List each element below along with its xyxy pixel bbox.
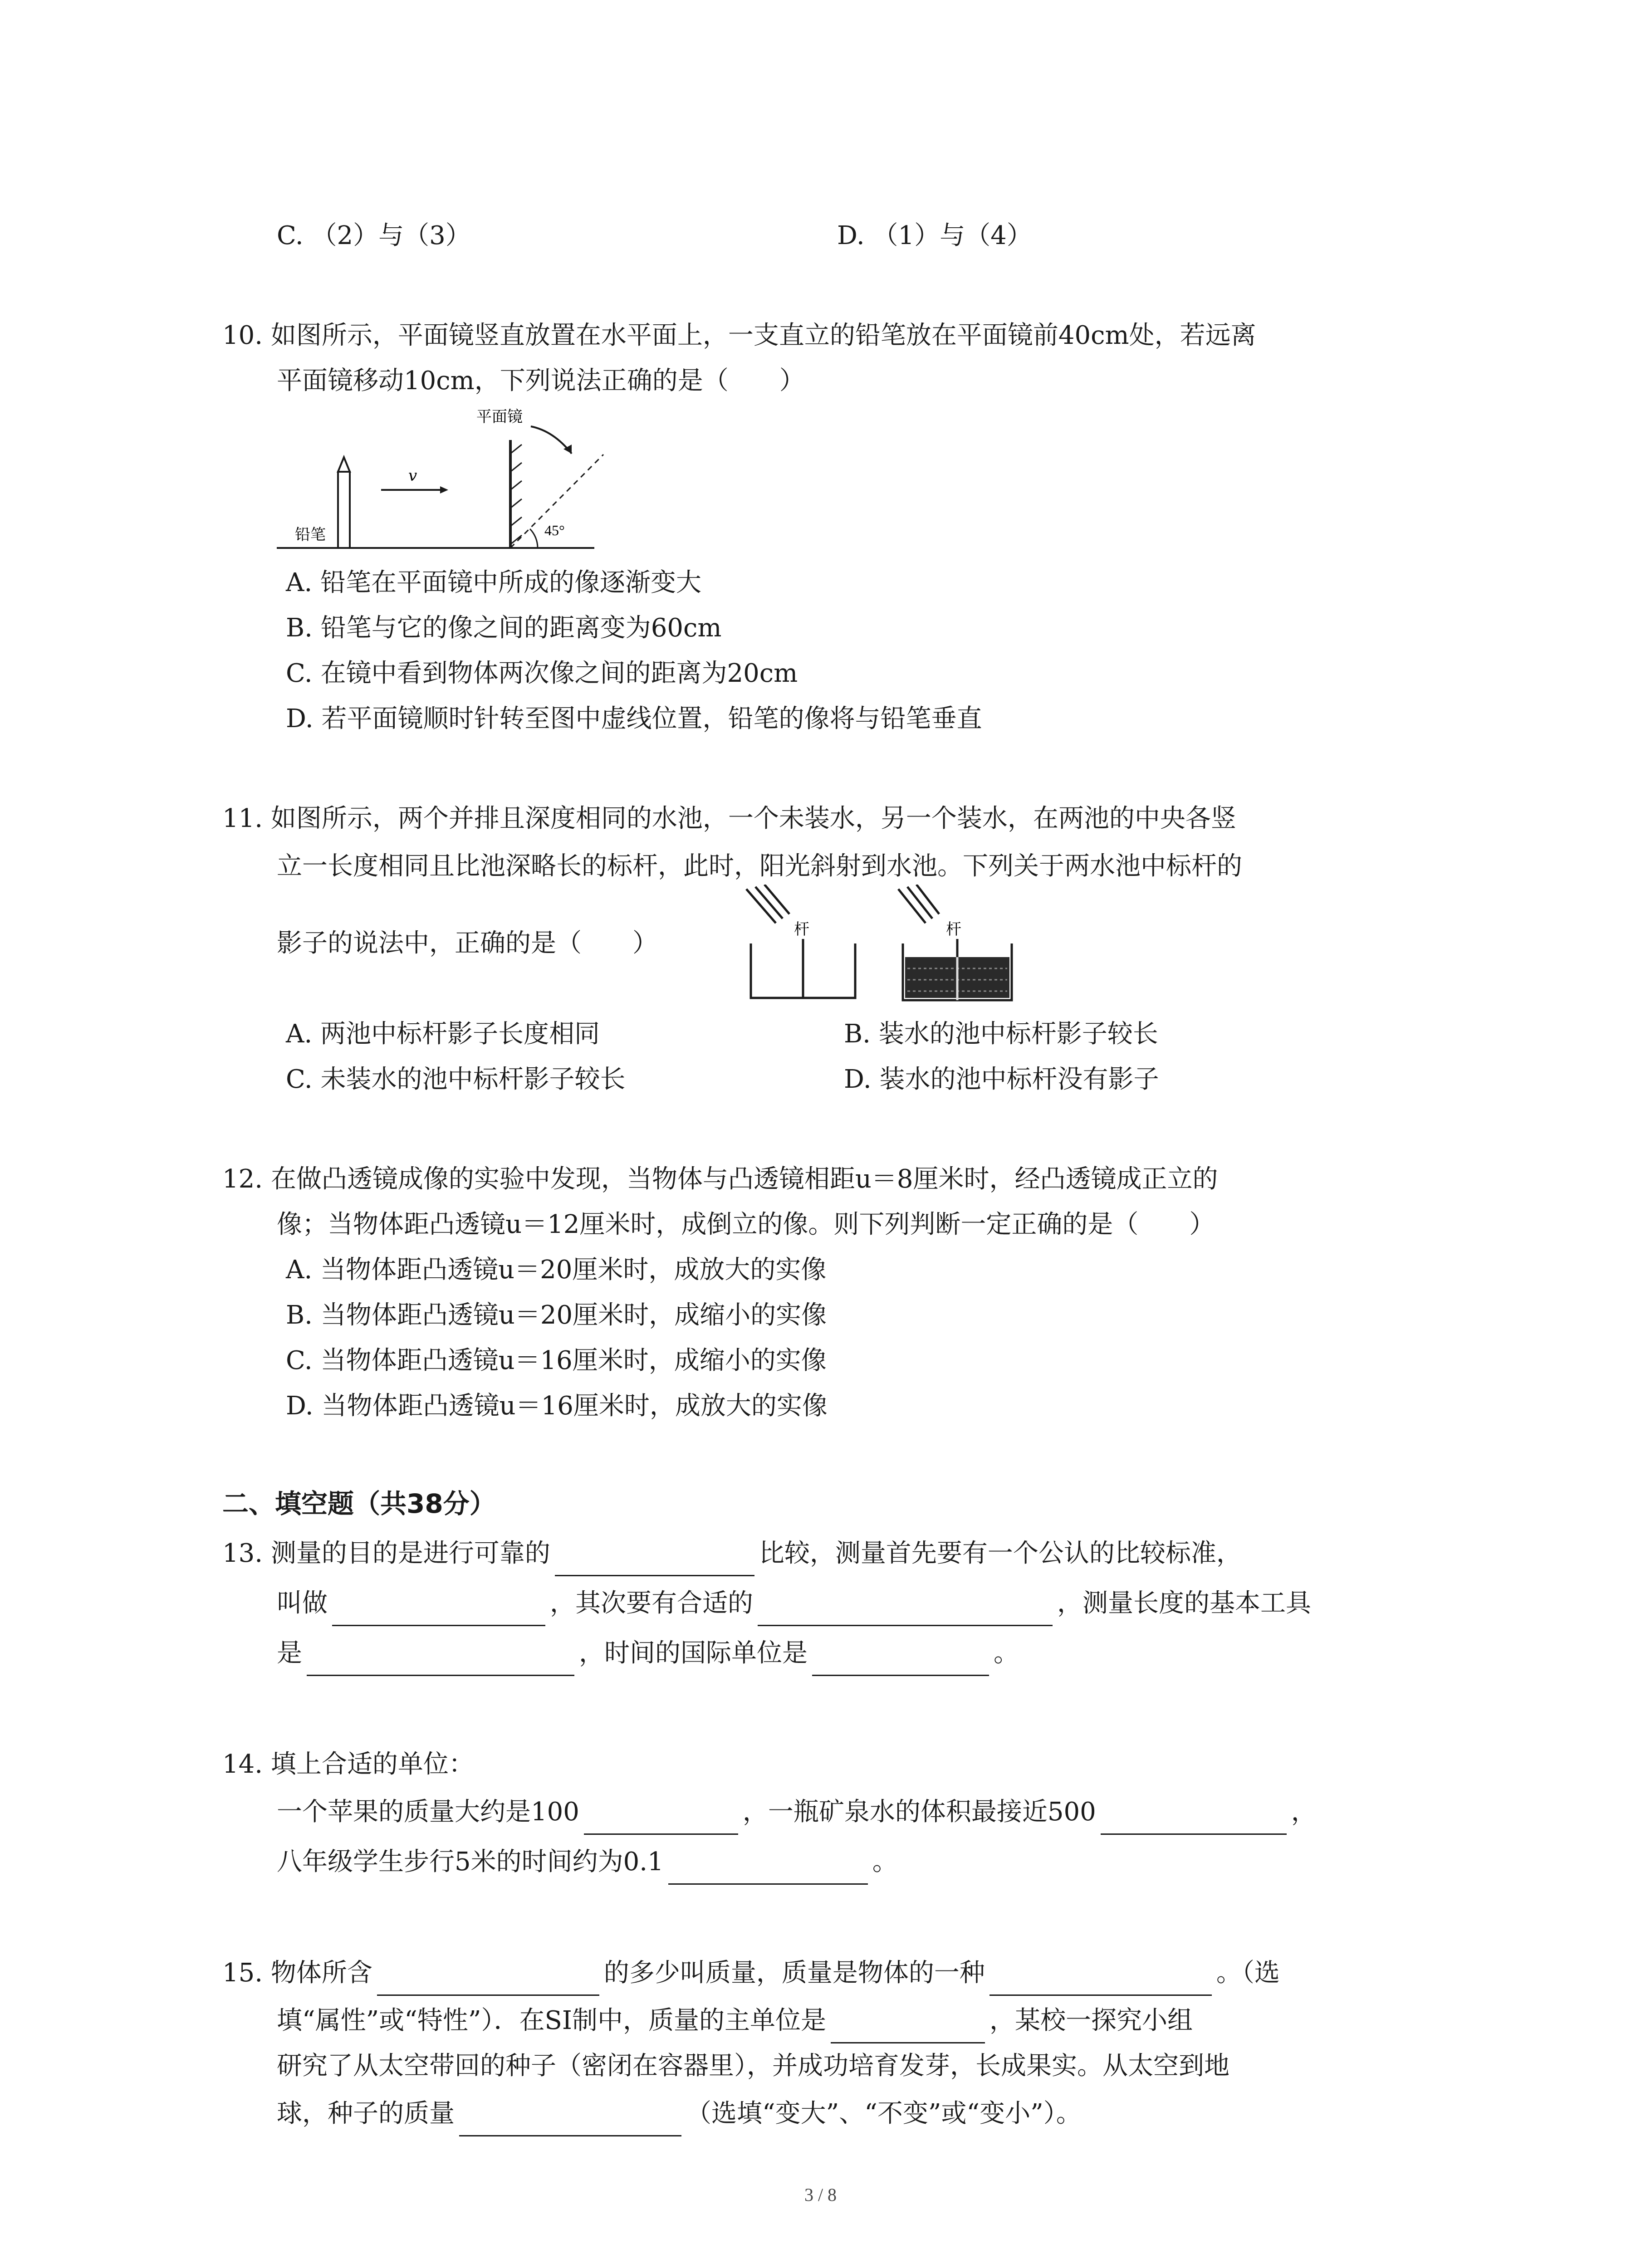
q11-option-c: C. 未装水的池中标杆影子较长 [286,1065,626,1094]
q14-title: 14. 填上合适的单位： [222,1750,474,1779]
q10-option-c: C. 在镜中看到物体两次像之间的距离为20cm [286,659,798,688]
q13-text: 叫做 [277,1589,328,1618]
q11-sunray [764,885,789,914]
q15-text: （选填“变大”、“不变”或“变小”）。 [686,2099,1082,2128]
q10-mirror-hatch-5 [510,517,522,526]
q11-option-a: A. 两池中标杆影子长度相同 [286,1019,600,1049]
answer-blank[interactable] [831,2014,985,2043]
q15-text: 。（选 [1216,1958,1280,1988]
answer-blank[interactable] [989,1966,1212,1996]
q10-mirror-hatch-1 [510,445,522,454]
q10-mirror-hatch-3 [510,481,522,490]
q14-text: 一个苹果的质量大约是100 [277,1797,579,1827]
q11-stem-line2: 立一长度相同且比池深略长的标杆，此时，阳光斜射到水池。下列关于两水池中标杆的 [277,851,1242,881]
q14-text: 八年级学生步行5米的时间约为0.1 [277,1847,664,1877]
q13-text: ，时间的国际单位是 [579,1638,808,1668]
answer-blank[interactable] [307,1647,574,1676]
q10-option-d: D. 若平面镜顺时针转至图中虚线位置，铅笔的像将与铅笔垂直 [286,704,982,733]
q15-line2 [277,1998,1193,2043]
answer-blank[interactable] [459,2107,681,2136]
q10-option-b: B. 铅笔与它的像之间的距离变为60cm [286,613,722,643]
q13-text: 13. 测量的目的是进行可靠的 [222,1539,550,1568]
q15-text: 填“属性”或“特性”）．在SI制中，质量的主单位是 [277,2006,826,2035]
section-title: 二、填空题（共38分） [222,1488,496,1519]
q15-line4 [277,2091,1082,2136]
q10-pencil-tip [338,457,350,472]
q10-figure [277,404,622,558]
q9-option-d: D. （1）与（4） [837,221,1032,250]
q9-option-c: C. （2）与（3） [277,221,471,250]
q13-line1 [222,1531,1242,1576]
answer-blank[interactable] [1101,1805,1287,1835]
answer-blank[interactable] [668,1855,868,1885]
q10-pencil [338,472,350,548]
q13-text: 。 [994,1638,1019,1668]
q14-text: ， [1291,1797,1317,1827]
q13-text: ，测量长度的基本工具 [1057,1589,1311,1618]
q13-text: ，其次要有合适的 [550,1589,753,1618]
q13-text: 是 [277,1638,302,1668]
q10-mirror-hatch-6 [510,535,522,544]
q10-mirror-hatch-4 [510,499,522,508]
q13-line2 [277,1581,1311,1626]
q14-line1 [277,1789,1317,1835]
q12-option-a: A. 当物体距凸透镜u＝20厘米时，成放大的实像 [286,1255,827,1285]
q14-line2 [277,1839,898,1885]
q10-option-a: A. 铅笔在平面镜中所成的像逐渐变大 [286,568,702,597]
q12-option-d: D. 当物体距凸透镜u＝16厘米时，成放大的实像 [286,1391,828,1421]
page-number: 3 / 8 [804,2185,837,2205]
q13-line3 [277,1631,1019,1676]
q15-text: 15. 物体所含 [222,1958,372,1988]
q10-velocity-arrowhead [440,486,448,494]
answer-blank[interactable] [332,1597,545,1626]
q12-stem-line1: 12. 在做凸透镜成像的实验中发现，当物体与凸透镜相距u＝8厘米时，经凸透镜成正立的 [222,1164,1218,1194]
q10-stem-line2: 平面镜移动10cm，下列说法正确的是（ ） [277,366,805,396]
q15-line1 [222,1950,1280,1996]
q12-option-c: C. 当物体距凸透镜u＝16厘米时，成缩小的实像 [286,1346,827,1375]
q12-stem-line2: 像；当物体距凸透镜u＝12厘米时，成倒立的像。则下列判断一定正确的是（ ） [277,1210,1215,1239]
answer-blank[interactable] [377,1966,599,1996]
q11-stem-line1: 11. 如图所示，两个并排且深度相同的水池，一个未装水，另一个装水，在两池的中央各竖 [222,804,1236,833]
q10-angle-label: 45° [544,522,565,538]
q15-text: 的多少叫质量，质量是物体的一种 [603,1958,985,1988]
q10-stem-line1: 10. 如图所示，平面镜竖直放置在水平面上，一支直立的铅笔放在平面镜前40cm处，若远离 [222,321,1256,350]
q15-text: 球，种子的质量 [277,2099,455,2128]
answer-blank[interactable] [812,1647,989,1676]
q14-text: 。 [872,1847,898,1877]
q10-mirror-label: 平面镜 [476,408,523,426]
q10-angle-arc [530,529,538,548]
q12-option-b: B. 当物体距凸透镜u＝20厘米时，成缩小的实像 [286,1300,827,1330]
q11-option-d: D. 装水的池中标杆没有影子 [844,1065,1159,1094]
answer-blank[interactable] [758,1597,1053,1626]
q10-pencil-label: 铅笔 [295,526,326,544]
q10-velocity-label: v [408,467,417,485]
q15-text: ，某校一探究小组 [989,2006,1193,2035]
answer-blank[interactable] [555,1547,754,1576]
q13-text: 比较，测量首先要有一个公认的比较标准， [759,1539,1242,1568]
q14-text: ，一瓶矿泉水的体积最接近500 [742,1797,1096,1827]
q11-stem-line3: 影子的说法中，正确的是（ ） [277,929,658,958]
q11-pole-label-2: 杆 [946,920,961,938]
answer-blank[interactable] [584,1805,738,1835]
q11-pole-label-1: 杆 [794,920,809,938]
q15-line3: 研究了从太空带回的种子（密闭在容器里），并成功培育发芽，长成果实。从太空到地 [277,2051,1230,2081]
q11-option-b: B. 装水的池中标杆影子较长 [844,1019,1158,1049]
q11-sunray [916,885,939,914]
q11-figure [744,885,1034,1016]
q10-mirror-hatch-2 [510,463,522,472]
q11-sunray [907,887,932,919]
